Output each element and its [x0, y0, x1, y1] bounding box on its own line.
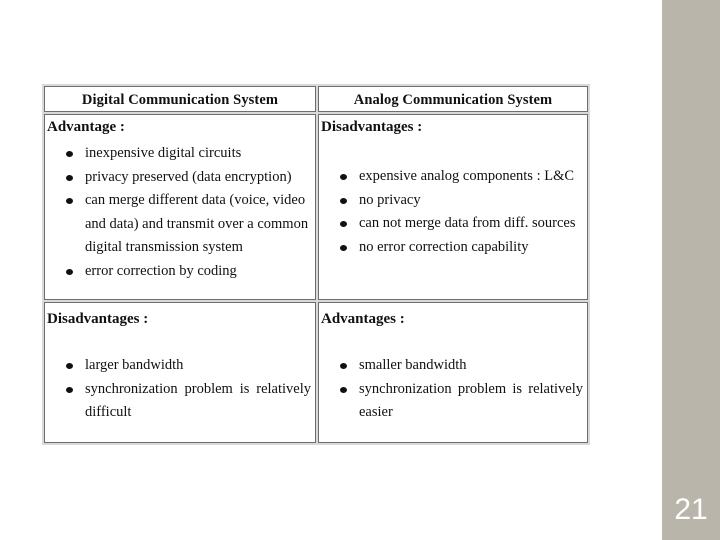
- bullet-icon: [340, 221, 347, 227]
- digital-disadvantages-list: [45, 354, 315, 425]
- list-item: can merge different data (voice, video and data) and transmit over a common digital transmission system: [45, 189, 315, 260]
- list-item: privacy preserved (data encryption): [45, 166, 315, 190]
- list-item: no error correction capability: [319, 236, 587, 260]
- bullet-icon: [340, 198, 347, 204]
- analog-disadvantages-list: [319, 165, 587, 259]
- digital-advantages-title: Advantage :: [47, 119, 125, 135]
- list-item: larger bandwidth: [45, 354, 315, 378]
- digital-advantages-cell: [44, 114, 316, 300]
- bullet-icon: [66, 363, 73, 369]
- list-item: smaller bandwidth: [319, 354, 587, 378]
- analog-advantages-title: Advantages :: [321, 311, 405, 327]
- bullet-icon: [66, 387, 73, 393]
- bullet-icon: [66, 151, 73, 157]
- analog-disadvantages-cell: [318, 114, 588, 300]
- slide-sidebar: [662, 0, 720, 540]
- comparison-table: [42, 84, 590, 445]
- list-item: inexpensive digital circuits: [45, 142, 315, 166]
- bullet-icon: [340, 245, 347, 251]
- bullet-icon: [340, 174, 347, 180]
- list-item: error correction by coding: [45, 260, 315, 284]
- digital-disadvantages-title: Disadvantages :: [47, 311, 149, 327]
- analog-advantages-list: [319, 354, 587, 425]
- page-number: 21: [674, 493, 708, 526]
- list-item: can not merge data from diff. sources: [319, 212, 587, 236]
- digital-advantages-list: [45, 142, 315, 283]
- list-item: expensive analog components : L&C: [319, 165, 587, 189]
- header-digital: [44, 86, 316, 112]
- header-analog-label: Analog Communication System: [353, 92, 553, 108]
- bullet-icon: [66, 175, 73, 181]
- bullet-icon: [66, 198, 73, 204]
- analog-advantages-cell: [318, 302, 588, 443]
- bullet-icon: [340, 387, 347, 393]
- bullet-icon: [340, 363, 347, 369]
- digital-disadvantages-cell: [44, 302, 316, 443]
- bullet-icon: [66, 269, 73, 275]
- list-item: no privacy: [319, 189, 587, 213]
- list-item: synchronization problem is relatively easier: [319, 378, 587, 425]
- list-item: synchronization problem is relatively difficult: [45, 378, 315, 425]
- header-digital-label: Digital Communication System: [81, 92, 279, 108]
- header-analog: [318, 86, 588, 112]
- analog-disadvantages-title: Disadvantages :: [321, 119, 423, 135]
